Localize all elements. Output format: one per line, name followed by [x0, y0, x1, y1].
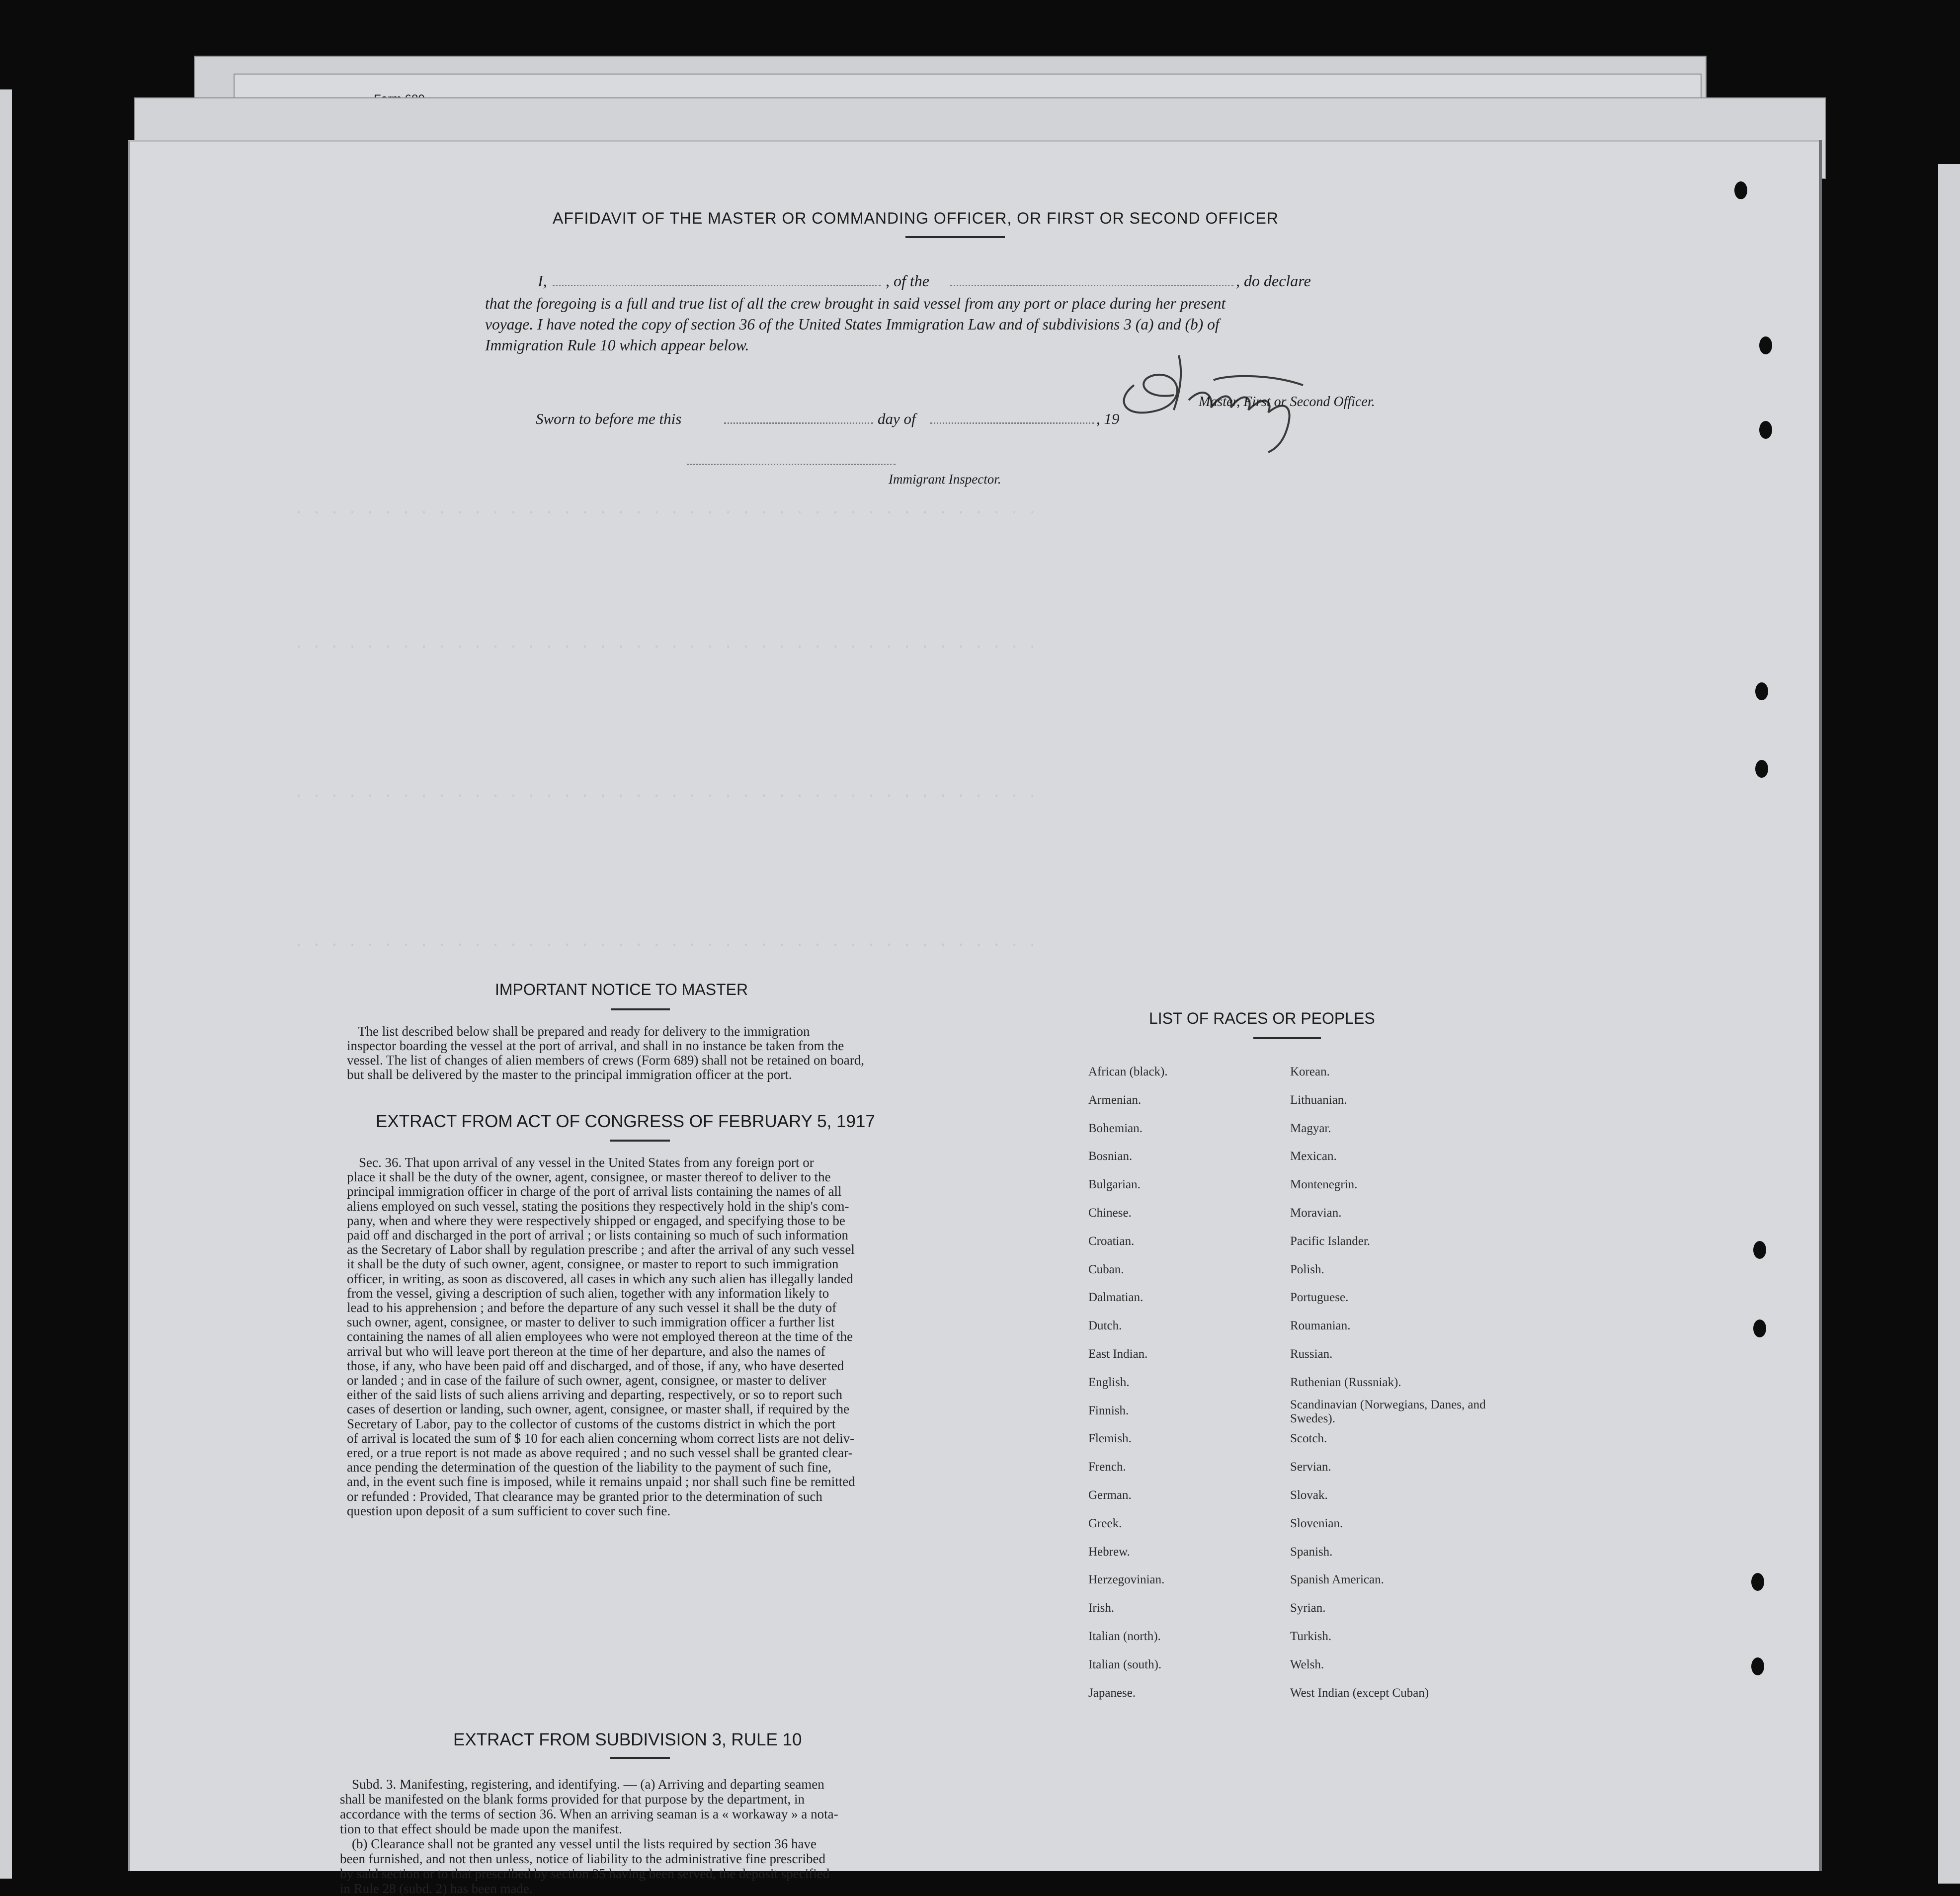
- race-item: Montenegrin.: [1290, 1178, 1358, 1192]
- race-item: Slovak.: [1290, 1488, 1328, 1502]
- race-item: African (black).: [1088, 1065, 1168, 1078]
- signature-caption: Master, First or Second Officer.: [1199, 394, 1375, 410]
- race-item: Welsh.: [1290, 1657, 1324, 1671]
- rule-line: tion to that effect should be made upon the manifest.: [340, 1821, 622, 1836]
- act-line: officer, in writing, as soon as discovered, all cases in which any such alien has illegally landed: [347, 1271, 853, 1286]
- affidavit-line4: Immigration Rule 10 which appear below.: [485, 336, 749, 354]
- race-item: Polish.: [1290, 1262, 1324, 1276]
- bleed-through-text: · · · · · · · · · · · · · · · · · · · · · · · · · · · · · · · · · · · · · · · · · ·: [294, 639, 1037, 656]
- act-line: question upon deposit of a sum sufficient to cover such fine.: [347, 1503, 671, 1518]
- act-line: such owner, agent, consignee, or master to deliver to such immigration officer a further list: [347, 1315, 835, 1330]
- day-of-label: day of: [878, 410, 916, 427]
- affidavit-title-rule: [905, 236, 1005, 238]
- race-item: Slovenian.: [1290, 1516, 1343, 1530]
- race-item: Scotch.: [1290, 1432, 1327, 1446]
- race-item: French.: [1088, 1460, 1126, 1474]
- race-item: Japanese.: [1088, 1686, 1136, 1700]
- act-line: or refunded : Provided, That clearance may be granted prior to the determination of such: [347, 1488, 822, 1504]
- act-line: ance pending the determination of the question of the liability to the payment of such fine,: [347, 1460, 831, 1475]
- rule-line: been furnished, and not then unless, notice of liability to the administrative fine prescribed: [340, 1851, 825, 1866]
- act-line: either of the said lists of such aliens arriving and departing, respectively, or so to report such: [347, 1387, 842, 1402]
- races-title-rule: [1253, 1037, 1321, 1039]
- rule-line: Subd. 3. Manifesting, registering, and identifying. — (a) Arriving and departing seamen: [352, 1777, 824, 1792]
- race-item: Bosnian.: [1088, 1150, 1133, 1163]
- affidavit-line1-of-the: , of the: [886, 272, 929, 290]
- race-item: Italian (south).: [1088, 1657, 1162, 1671]
- affidavit-title: AFFIDAVIT OF THE MASTER OR COMMANDING OFFICER, OR FIRST OR SECOND OFFICER: [553, 209, 1279, 227]
- act-line: pany, when and where they were respectively shipped or engaged, and specifying those to be: [347, 1213, 845, 1228]
- affidavit-line2: that the foregoing is a full and true list of all the crew brought in said vessel from any port or place during her present: [485, 295, 1226, 312]
- affidavit-line3: voyage. I have noted the copy of section 36 of the United States Immigration Law and of subdivisions 3 (a) and (b) of: [485, 316, 1220, 333]
- race-item: Syrian.: [1290, 1601, 1326, 1615]
- notice-line: inspector boarding the vessel at the port of arrival, and shall in no instance be taken from the: [347, 1038, 844, 1053]
- race-item: English.: [1088, 1375, 1130, 1389]
- extract-act-text: [347, 1155, 919, 1518]
- race-item: Croatian.: [1088, 1234, 1135, 1248]
- act-line: and, in the event such fine is imposed, while it remains unpaid ; nor shall such fine be remitted: [347, 1474, 855, 1489]
- notice-text: [347, 1024, 921, 1082]
- vessel-blank: [950, 285, 1233, 286]
- race-item: Spanish.: [1290, 1545, 1333, 1559]
- act-line: paid off and discharged in the port of arrival ; or lists containing so much of such information: [347, 1228, 849, 1243]
- race-item: Russian.: [1290, 1347, 1333, 1361]
- race-item: Irish.: [1088, 1601, 1115, 1615]
- race-item: Italian (north).: [1088, 1629, 1161, 1643]
- act-line: principal immigration officer in charge of the port of arrival lists containing the names of all: [347, 1184, 842, 1199]
- extract-rule-text: [340, 1777, 919, 1896]
- manifest-page: [128, 140, 1819, 1896]
- race-item: Turkish.: [1290, 1629, 1332, 1643]
- race-item: German.: [1088, 1488, 1132, 1502]
- bleed-through-text: · · · · · · · · · · · · · · · · · · · · · · · · · · · · · · · · · · · · · · · · · ·: [294, 504, 1037, 521]
- binder-hole-icon: [1751, 1657, 1764, 1675]
- race-item: Bulgarian.: [1088, 1178, 1141, 1192]
- notice-title-rule: [611, 1008, 670, 1010]
- race-item: Bohemian.: [1088, 1121, 1143, 1135]
- race-item: Dalmatian.: [1088, 1291, 1143, 1305]
- act-line: arrival but who will leave port thereon at the time of her departure, and also the names of: [347, 1343, 825, 1359]
- binder-hole-icon: [1751, 1573, 1764, 1591]
- affidavit-line1-declare: , do declare: [1236, 272, 1311, 290]
- race-item: Hebrew.: [1088, 1545, 1130, 1559]
- act-line: of arrival is located the sum of $ 10 for each alien concerning whom correct lists are not deliv-: [347, 1430, 855, 1446]
- race-item: East Indian.: [1088, 1347, 1148, 1361]
- notice-line: vessel. The list of changes of alien members of crews (Form 689) shall not be retained on board,: [347, 1053, 864, 1068]
- notice-title: IMPORTANT NOTICE TO MASTER: [495, 981, 748, 998]
- race-item: Portuguese.: [1290, 1291, 1349, 1305]
- sworn-label: Sworn to before me this: [536, 410, 682, 427]
- notice-line: The list described below shall be prepared and ready for delivery to the immigration: [358, 1024, 810, 1039]
- race-item: Ruthenian (Russniak).: [1290, 1375, 1401, 1389]
- binder-hole-icon: [1753, 1319, 1766, 1337]
- binder-hole-icon: [1734, 181, 1747, 199]
- notice-line: but shall be delivered by the master to the principal immigration officer at the port.: [347, 1067, 792, 1082]
- extract-rule-title: EXTRACT FROM SUBDIVISION 3, RULE 10: [453, 1730, 802, 1749]
- races-column-1: [1088, 1058, 1277, 1707]
- race-item: Herzegovinian.: [1088, 1573, 1165, 1587]
- act-line: cases of desertion or landing, such owner, agent, consignee, or master shall, if required by the: [347, 1401, 850, 1417]
- act-line: ered, or a true report is not made as above required ; and no such vessel shall be granted clear-: [347, 1445, 853, 1461]
- act-line: containing the names of all alien employees who were not employed thereon at the time of the: [347, 1329, 853, 1344]
- inspector-signature-line: [687, 464, 896, 465]
- binder-hole-icon: [1755, 760, 1768, 778]
- sworn-day-blank: [724, 422, 873, 424]
- name-blank: [553, 285, 881, 286]
- binder-hole-icon: [1755, 682, 1768, 700]
- act-line: it shall be the duty of such owner, agent, consignee, or master to report to such immigration: [347, 1256, 839, 1272]
- bleed-through-text: · · · · · · · · · · · · · · · · · · · · · · · · · · · · · · · · · · · · · · · · · ·: [294, 788, 1037, 805]
- race-item: Greek.: [1088, 1516, 1122, 1530]
- act-line: Sec. 36. That upon arrival of any vessel in the United States from any foreign port or: [359, 1155, 814, 1170]
- act-line: as the Secretary of Labor shall by regulation prescribe ; and after the arrival of any such vessel: [347, 1242, 855, 1257]
- race-item: Chinese.: [1088, 1206, 1132, 1220]
- binder-hole-icon: [1759, 336, 1772, 354]
- rule-line: by said section or to that prescribed by section 35 having been served, the deposit specified: [340, 1866, 830, 1881]
- inspector-caption: Immigrant Inspector.: [889, 472, 1001, 487]
- act-line: Secretary of Labor, pay to the collector of customs of the customs district in which the port: [347, 1416, 836, 1431]
- extract-rule-title-rule: [610, 1757, 670, 1759]
- binder-hole-icon: [1753, 1241, 1766, 1259]
- act-line: from the vessel, giving a description of such alien, together with any information likely to: [347, 1285, 829, 1301]
- act-line: place it shall be the duty of the owner, agent, consignee, or master thereof to deliver to the: [347, 1169, 831, 1185]
- race-item: Mexican.: [1290, 1150, 1337, 1163]
- races-title: LIST OF RACES OR PEOPLES: [1149, 1009, 1375, 1027]
- race-item: Flemish.: [1088, 1432, 1132, 1446]
- race-item: Armenian.: [1088, 1093, 1142, 1107]
- race-item: West Indian (except Cuban): [1290, 1686, 1429, 1700]
- rule-line: accordance with the terms of section 36. When an arriving seaman is a « workaway » a nota-: [340, 1807, 838, 1821]
- races-column-2: [1290, 1058, 1519, 1707]
- extract-act-title-rule: [610, 1140, 670, 1142]
- act-line: those, if any, who have been paid off and discharged, and of those, if any, who have deserted: [347, 1358, 844, 1373]
- race-item: Lithuanian.: [1290, 1093, 1347, 1107]
- race-item: Cuban.: [1088, 1262, 1124, 1276]
- affidavit-line1-i: I,: [538, 272, 547, 290]
- race-item: Pacific Islander.: [1290, 1234, 1371, 1248]
- race-item: Scandinavian (Norwegians, Danes, and Swedes).: [1290, 1398, 1486, 1425]
- act-line: aliens employed on such vessel, stating the positions they respectively hold in the ship's com-: [347, 1198, 849, 1214]
- year-label: , 19: [1096, 410, 1120, 427]
- race-item: Magyar.: [1290, 1121, 1331, 1135]
- act-line: or landed ; and in case of the failure of such owner, agent, consignee, or master to deliver: [347, 1373, 826, 1388]
- sworn-month-blank: [930, 422, 1094, 424]
- handwritten-signature: [1104, 326, 1323, 455]
- rule-line: shall be manifested on the blank forms provided for that purpose by the department, in: [340, 1792, 805, 1807]
- rule-line: in Rule 28 (subd. 2) has been made.: [340, 1881, 533, 1896]
- race-item: Dutch.: [1088, 1319, 1122, 1333]
- paper-stack-right-edge: [1938, 164, 1960, 1884]
- race-item: Spanish American.: [1290, 1573, 1384, 1587]
- bleed-through-text: · · · · · · · · · · · · · · · · · · · · · · · · · · · · · · · · · · · · · · · · · ·: [294, 937, 1037, 954]
- race-item: Moravian.: [1290, 1206, 1342, 1220]
- race-item: Servian.: [1290, 1460, 1331, 1474]
- race-item: Roumanian.: [1290, 1319, 1351, 1333]
- rule-line: (b) Clearance shall not be granted any vessel until the lists required by section 36 have: [352, 1836, 817, 1851]
- act-line: lead to his apprehension ; and before the departure of any such vessel it shall be the duty of: [347, 1300, 837, 1316]
- binder-hole-icon: [1759, 421, 1772, 439]
- extract-act-title: EXTRACT FROM ACT OF CONGRESS OF FEBRUARY 5, 1917: [376, 1112, 875, 1131]
- race-item: Korean.: [1290, 1065, 1330, 1078]
- paper-stack-left-edge: [0, 89, 12, 1879]
- race-item: Finnish.: [1088, 1403, 1129, 1417]
